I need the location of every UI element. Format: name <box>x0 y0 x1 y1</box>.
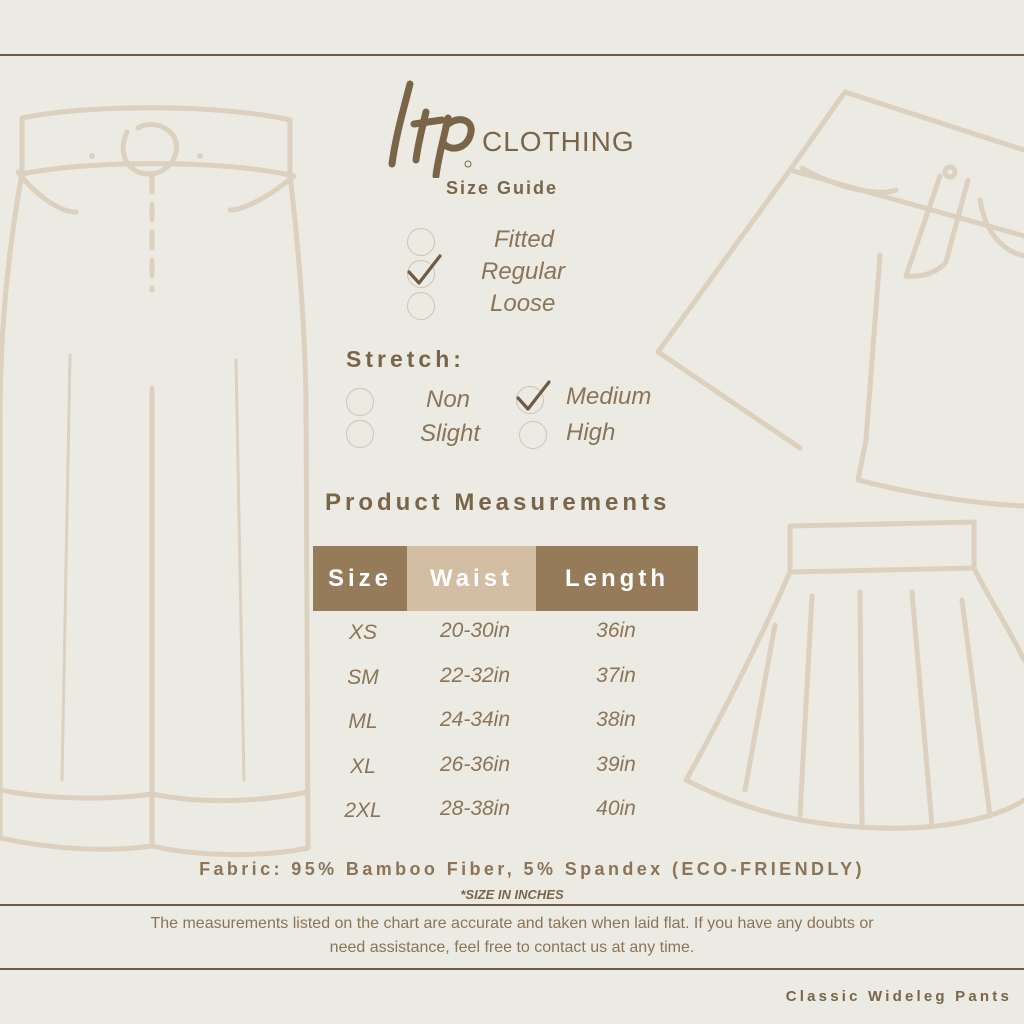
header-length: Length <box>536 546 698 611</box>
ltp-logo-icon <box>386 78 478 178</box>
size-guide-title: Size Guide <box>446 178 559 198</box>
stretch-title: Stretch: <box>346 346 465 372</box>
brand-name: CLOTHING <box>482 126 635 157</box>
stretch-non-label: Non <box>426 386 471 413</box>
table-cell-length: 40in <box>596 797 636 820</box>
stretch-slight-radio[interactable] <box>346 420 374 448</box>
table-cell-waist: 28-38in <box>439 797 511 820</box>
fabric-info: Fabric: 95% Bamboo Fiber, 5% Spandex (ECO-FRIENDLY) <box>199 859 865 879</box>
size-note: *SIZE IN INCHES <box>460 887 564 902</box>
product-name: Classic Wideleg Pants <box>785 988 1012 1005</box>
stretch-high-label: High <box>566 419 616 446</box>
header-size: Size <box>313 546 407 611</box>
table-cell-size: 2XL <box>344 799 382 822</box>
table-cell-size: SM <box>347 666 379 689</box>
table-cell-length: 36in <box>596 619 636 642</box>
stretch-non-radio[interactable] <box>346 388 374 416</box>
fit-fitted-label: Fitted <box>494 226 555 253</box>
fit-regular-label: Regular <box>481 258 566 285</box>
table-cell-waist: 22-32in <box>439 664 511 687</box>
mid-divider <box>0 904 1024 906</box>
table-cell-waist: 20-30in <box>439 619 511 642</box>
header-waist: Waist <box>407 546 536 611</box>
pants-illustration-icon <box>0 108 308 855</box>
table-cell-waist: 26-36in <box>439 753 511 776</box>
stretch-high-radio[interactable] <box>519 421 547 449</box>
fit-loose-label: Loose <box>490 290 556 317</box>
stretch-medium-label: Medium <box>566 383 652 410</box>
skirt-illustration-icon <box>686 522 1024 828</box>
stretch-slight-label: Slight <box>420 420 481 447</box>
fit-loose-radio[interactable] <box>407 292 435 320</box>
table-cell-length: 38in <box>596 708 636 731</box>
table-cell-size: ML <box>348 710 378 733</box>
table-cell-size: XS <box>348 621 377 644</box>
table-cell-length: 37in <box>596 664 636 687</box>
medium-check-icon <box>513 378 553 414</box>
measurement-disclaimer: The measurements listed on the chart are accurate and taken when laid flat. If you have any doubts or need assistance, feel free to contact us at any time. <box>150 915 874 956</box>
shorts-illustration-icon <box>658 92 1024 506</box>
table-cell-waist: 24-34in <box>439 708 511 731</box>
table-cell-length: 39in <box>596 753 636 776</box>
product-measurements-title: Product Measurements <box>325 489 671 516</box>
table-cell-size: XL <box>350 755 376 778</box>
bottom-divider <box>0 968 1024 970</box>
regular-check-icon <box>404 252 444 288</box>
